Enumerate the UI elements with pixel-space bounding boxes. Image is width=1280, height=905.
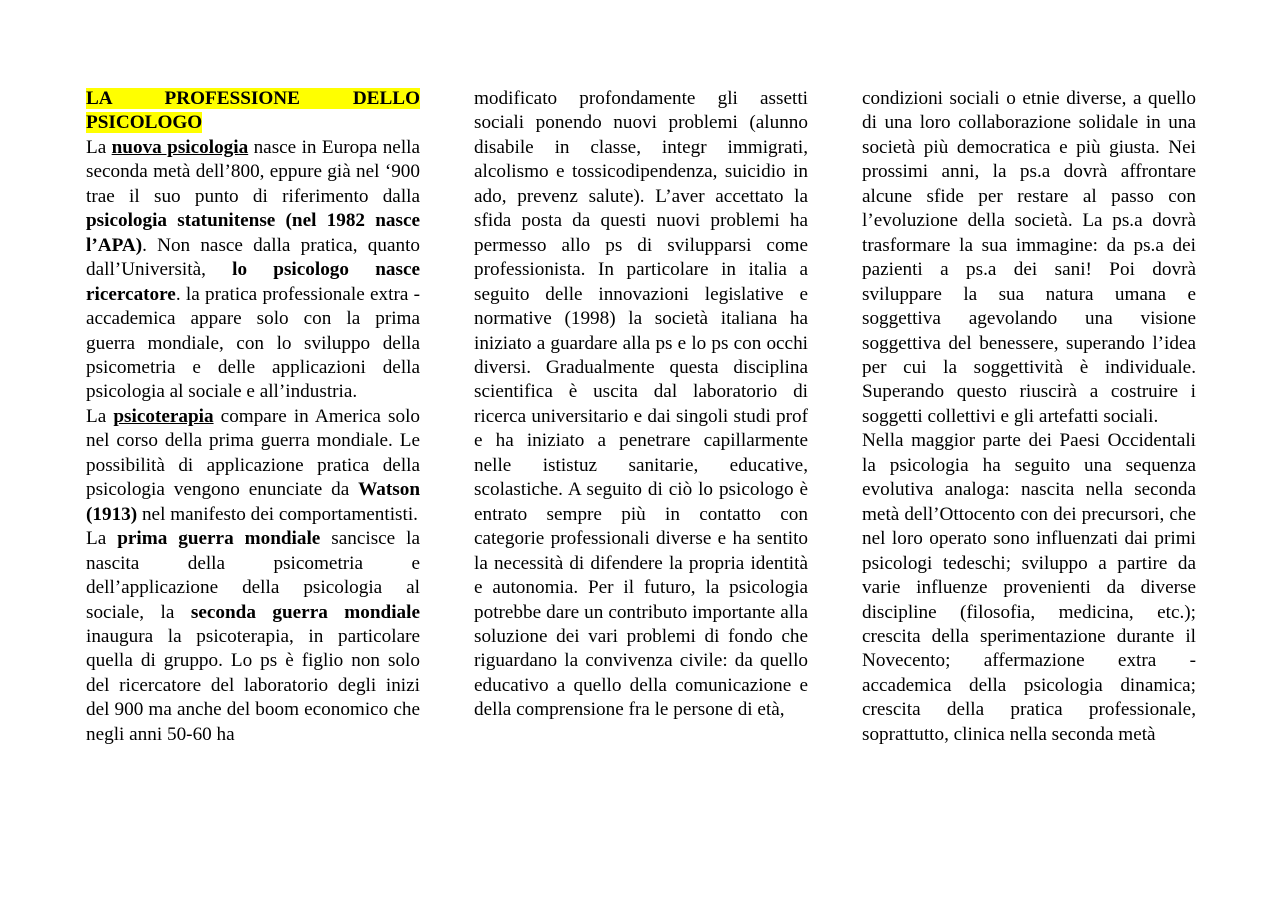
paragraph: condizioni sociali o etnie diverse, a quello di una loro collaborazione solidale in una società più democratica e più giusta. Nei prossimi anni, la ps.a dovrà affrontare alcune sfide per restare al passo con l’evoluzione della società. La ps.a dovrà trasformare la sua immagine: da ps.a dei pazienti a ps.a dei sani! Poi dovrà sviluppare la sua natura umana e soggettiva agevolando una visione soggettiva del benessere, superando l’idea per cui la soggettività è individuale. Superando questo riuscirà a costruire i soggetti collettivi e gli artefatti sociali. [862, 88, 1196, 427]
emphasis-term: psicologia statunitense (nel 1982 nasce l’APA) [86, 210, 420, 256]
emphasis-term: seconda guerra mondiale [190, 601, 420, 623]
paragraph: La psicoterapia compare in America solo nel corso della prima guerra mondiale. Le possibilità di applicazione pratica della psicologia vengono enunciate da Watson (1913) nel manifesto dei comportamentisti. [86, 405, 420, 525]
emphasis-term: Watson (1913) [86, 479, 420, 525]
column-2 [474, 87, 808, 723]
paragraph: modificato profondamente gli assetti sociali ponendo nuovi problemi (alunno disabile in classe, integr immigrati, alcolismo e tossicodipendenza, suicidio in ado, prevenz salute). L’aver accettato la sfida posta da questi nuovi problemi ha permesso allo ps di svilupparsi come professionista. In particolare in italia a seguito delle innovazioni legislative e normative (1998) la società italiana ha iniziato a guardare alla ps e lo ps con occhi diversi. Gradualmente questa disciplina scientifica è uscita dal laboratorio di ricerca universitario e dai singoli studi prof e ha iniziato a penetrare capillarmente nelle ististuz sanitarie, educative, scolastiche. A seguito di ciò lo psicologo è entrato sempre più in contatto con categorie professionali diverse e ha sentito la necessità di difendere la propria identità e autonomia. Per il futuro, la psicologia potrebbe dare un contributo importante alla soluzione dei vari problemi di fondo che riguardano la convivenza civile: da quello educativo a quello della comunicazione e della comprensione fra le persone di età, [474, 88, 808, 721]
emphasis-term: psicoterapia [113, 405, 214, 427]
paragraph: La nuova psicologia nasce in Europa nella seconda metà dell’800, eppure già nel ‘900 trae il suo punto di riferimento dalla psicologia statunitense (nel 1982 nasce l’APA). Non nasce dalla pratica, quanto dall’Università, lo psicologo nasce ricercatore. la pratica professionale extra - accademica appare solo con la prima guerra mondiale, con lo sviluppo della psicometria e delle applicazioni della psicologia al sociale e all’industria. [86, 136, 420, 403]
emphasis-term: prima guerra mondiale [117, 528, 321, 550]
emphasis-term: lo psicologo nasce ricercatore [86, 259, 420, 305]
column-3 [862, 87, 1196, 747]
paragraph: Nella maggior parte dei Paesi Occidentali la psicologia ha seguito una sequenza evolutiva analoga: nascita nella seconda metà dell’Ottocento con dei precursori, che nel loro operato sono influenzati dai primi psicologi tedeschi; sviluppo a partire da varie influenze provenienti da diverse discipline (filosofia, medicina, etc.); crescita della sperimentazione durante il Novecento; affermazione extra - accademica della psicologia dinamica; crescita della pratica professionale, soprattutto, clinica nella seconda metà [862, 430, 1196, 745]
emphasis-term: nuova psicologia [111, 136, 249, 158]
column-1 [86, 87, 420, 747]
document-title: LA PROFESSIONE DELLO PSICOLOGO [86, 88, 420, 134]
paragraph: La prima guerra mondiale sancisce la nascita della psicometria e dell’applicazione della psicologia al sociale, la seconda guerra mondiale inaugura la psicoterapia, in particolare quella di gruppo. Lo ps è figlio non solo del ricercatore del laboratorio degli inizi del 900 ma anche del boom economico che negli anni 50-60 ha [86, 528, 420, 745]
